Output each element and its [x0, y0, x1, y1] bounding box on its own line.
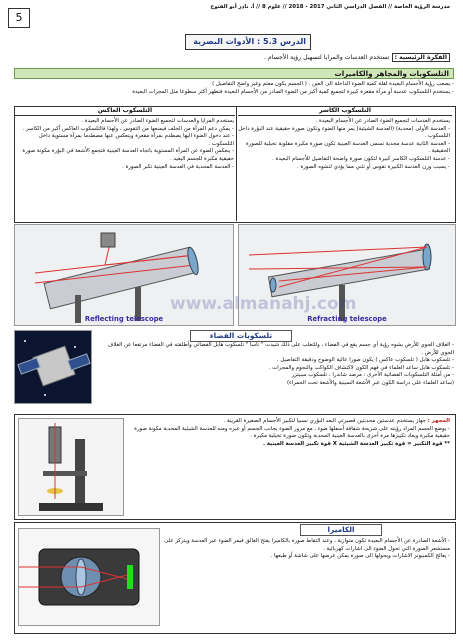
microscope-diagram	[19, 419, 123, 515]
main-idea-label: الفكرة الرئيسية :	[392, 53, 451, 62]
microscope-figure	[18, 418, 124, 516]
refractor-line: - عدسة التلسكوب الكاسر كبيرة لتكون صورة واضحة التفاصيل للأجسام البعيدة .	[272, 155, 450, 162]
reflector-line: - العدسة المحدبة في العدسة العينية تكبر الصورة .	[122, 163, 234, 170]
lesson-title: الدرس 5.3 : الأدوات البصرية	[185, 34, 311, 50]
section-telescopes-title: التلسكوبات والمجاهر والكاميرات	[334, 69, 449, 78]
hubble-photo	[14, 330, 92, 404]
section-telescopes-line-1: - يصعب رؤية الأجسام البعيدة لقلة كمية الضوء الداخلة الى العين . ( الجسم يكون معتم وغير واضح التفاصيل )	[212, 81, 454, 87]
hubble-illustration	[15, 331, 91, 403]
camera-title: الكاميرا	[300, 524, 382, 536]
reflector-line: - ينعكس الضوء عن المرآة المستوية باتجاه العدسة العينية فتجمع الأشعة في البؤرة مكونة صورة حقيقية مكبرة للجسم البعيد .	[22, 148, 234, 162]
refractor-caption: Refracting telescope	[307, 315, 387, 323]
microscope-definition: جهاز يستخدم عدستين محدبتين قصيرتي البعد البؤري نسبيا لتكبير الأجسام الصغيرة القريبة .	[223, 418, 426, 424]
space-line: - الغلاف الجوي للأرض يشوه رؤية أي جسم يقع في الفضاء ، وللتغلب على ذلك شيدت " ناسا " تلسكوب هابل الفضائي وأطلقته في الفضاء مرتفعا عن الغلاف الجوي للأرض .	[107, 342, 454, 356]
microscope-line-1	[126, 418, 450, 426]
refractor-title: التلسكوب الكاسر	[238, 107, 452, 116]
column-divider	[236, 106, 237, 221]
camera-line: - الأشعة الصادرة عن الأجسام البعيدة تكون متوازية ، وعند التقاط صورة بالكاميرا يفتح الغالق فيمر الضوء عبر العدسة ويتركز على مستشعر الصورة التي تحول الضوء الى اشارات كهربائية .	[164, 538, 450, 552]
header-top-line: مدرسة الرؤية الخاصة // الفصل الدراسي الثاني 2017 - 2018 // علوم 8 // أ. نادر أبو الفتوح	[210, 4, 450, 10]
space-title: تلسكوبات الفضاء	[190, 330, 292, 342]
reflector-line: يستخدم المرايا والعدسات لتجميع الضوء الصادر عن الأجسام البعيدة .	[81, 118, 234, 124]
camera-line: - يعالج الكمبيوتر الاشارات ويحولها الى صورة يمكن عرضها على شاشة أو طبعها .	[270, 553, 450, 560]
section-telescopes-line-2: - يستخدم التلسكوب عدسة أو مرآة مقعرة كبيرة لتجميع كمية أكبر من الضوء الصادر من الأجسام البعيدة فتظهر أكثر سطوعا مثل المجرات البعيدة	[132, 89, 454, 95]
section-telescopes-bar	[14, 68, 454, 79]
main-idea-row	[20, 54, 450, 62]
reflector-text	[16, 118, 234, 171]
refractor-line: - العدسة الأولى (محدبة) (العدسة الشيئية) يمر منها الضوء وتكون صورة حقيقية عند البؤرة داخل التلسكوب .	[238, 125, 450, 140]
refractor-line: - يسبب وزن العدسة الكبيرة تقوس أو تثني مما يؤدي لتشوه الصورة .	[297, 163, 450, 170]
space-line: - تلسكوب هابل ساعد العلماء في فهم الكون لاكتشاف الكواكب والنجوم والمجرات .	[268, 364, 454, 371]
microscope-magnification: ** قوة التكبير = قوة تكبير العدسة الشيئية X قوة تكبير العدسة العينية .	[262, 440, 450, 447]
microscope-label: المجهر :	[427, 418, 450, 424]
refractor-line: يستخدم العدسات لتجميع الضوء الصادر عن الأجسام البعيدة .	[315, 118, 450, 124]
reflector-line: - عند دخول الضوء اليها يصطدم بمرآة مقعرة وينعكس عنها مصطدما بمرآة مستوية داخل التلسكوب .	[38, 133, 234, 147]
reflector-title: التلسكوب العاكس	[15, 107, 235, 116]
refractor-line: - العدسة الثانية عدسة محدبة تسمى العدسة العينية تكون صورة مكبرة مقلوبة تخيلية للصورة الحقيقية .	[245, 140, 450, 155]
watermark: www.almanahj.com	[170, 294, 357, 314]
refractor-text	[238, 118, 450, 171]
space-text	[94, 342, 454, 388]
microscope-text	[126, 418, 450, 448]
reflector-line: - يمكن دعم المرآة من الخلف فيمنعها من التقوس ، ولهذا فالتلسكوب العاكس أكبر من الكاسر .	[22, 125, 234, 132]
space-line: (ساعد العلماء على دراسة الكون عبر الأشعة السينية والأشعة تحت الحمراء)	[287, 379, 454, 386]
space-line: - تلسكوب هابل ( تلسكوب عاكس ) يكون صورا عالية الوضوح ودقيقة التفاصيل .	[276, 357, 454, 364]
camera-figure	[18, 528, 160, 626]
main-idea-text: تستخدم العدسات والمرايا لتسهيل رؤية الأجسام .	[263, 54, 390, 61]
camera-diagram	[19, 529, 159, 625]
page-number: 5	[8, 8, 30, 28]
space-line: - من أمثلة التلسكوبات الفضائية الأخرى : مرصد شاندرا ، تلسكوب سبيتزر	[291, 372, 454, 379]
reflector-caption: Reflecting telescope	[84, 315, 164, 323]
microscope-line: - يوضع الجسم المراد رؤيته على شريحة شفافة أسفلها ضوء ، مع مرور الضوء بجانب الجسم أو عبره ومنه للعدسة الشيئية المحدبة مكونة صورة حقيقية مكبرة ويعاد تكبيرها مرة أخرى بالعدسة العينية المحدبة وتكون صورة تخيلية مكبرة .	[134, 425, 450, 440]
camera-text	[162, 538, 450, 561]
